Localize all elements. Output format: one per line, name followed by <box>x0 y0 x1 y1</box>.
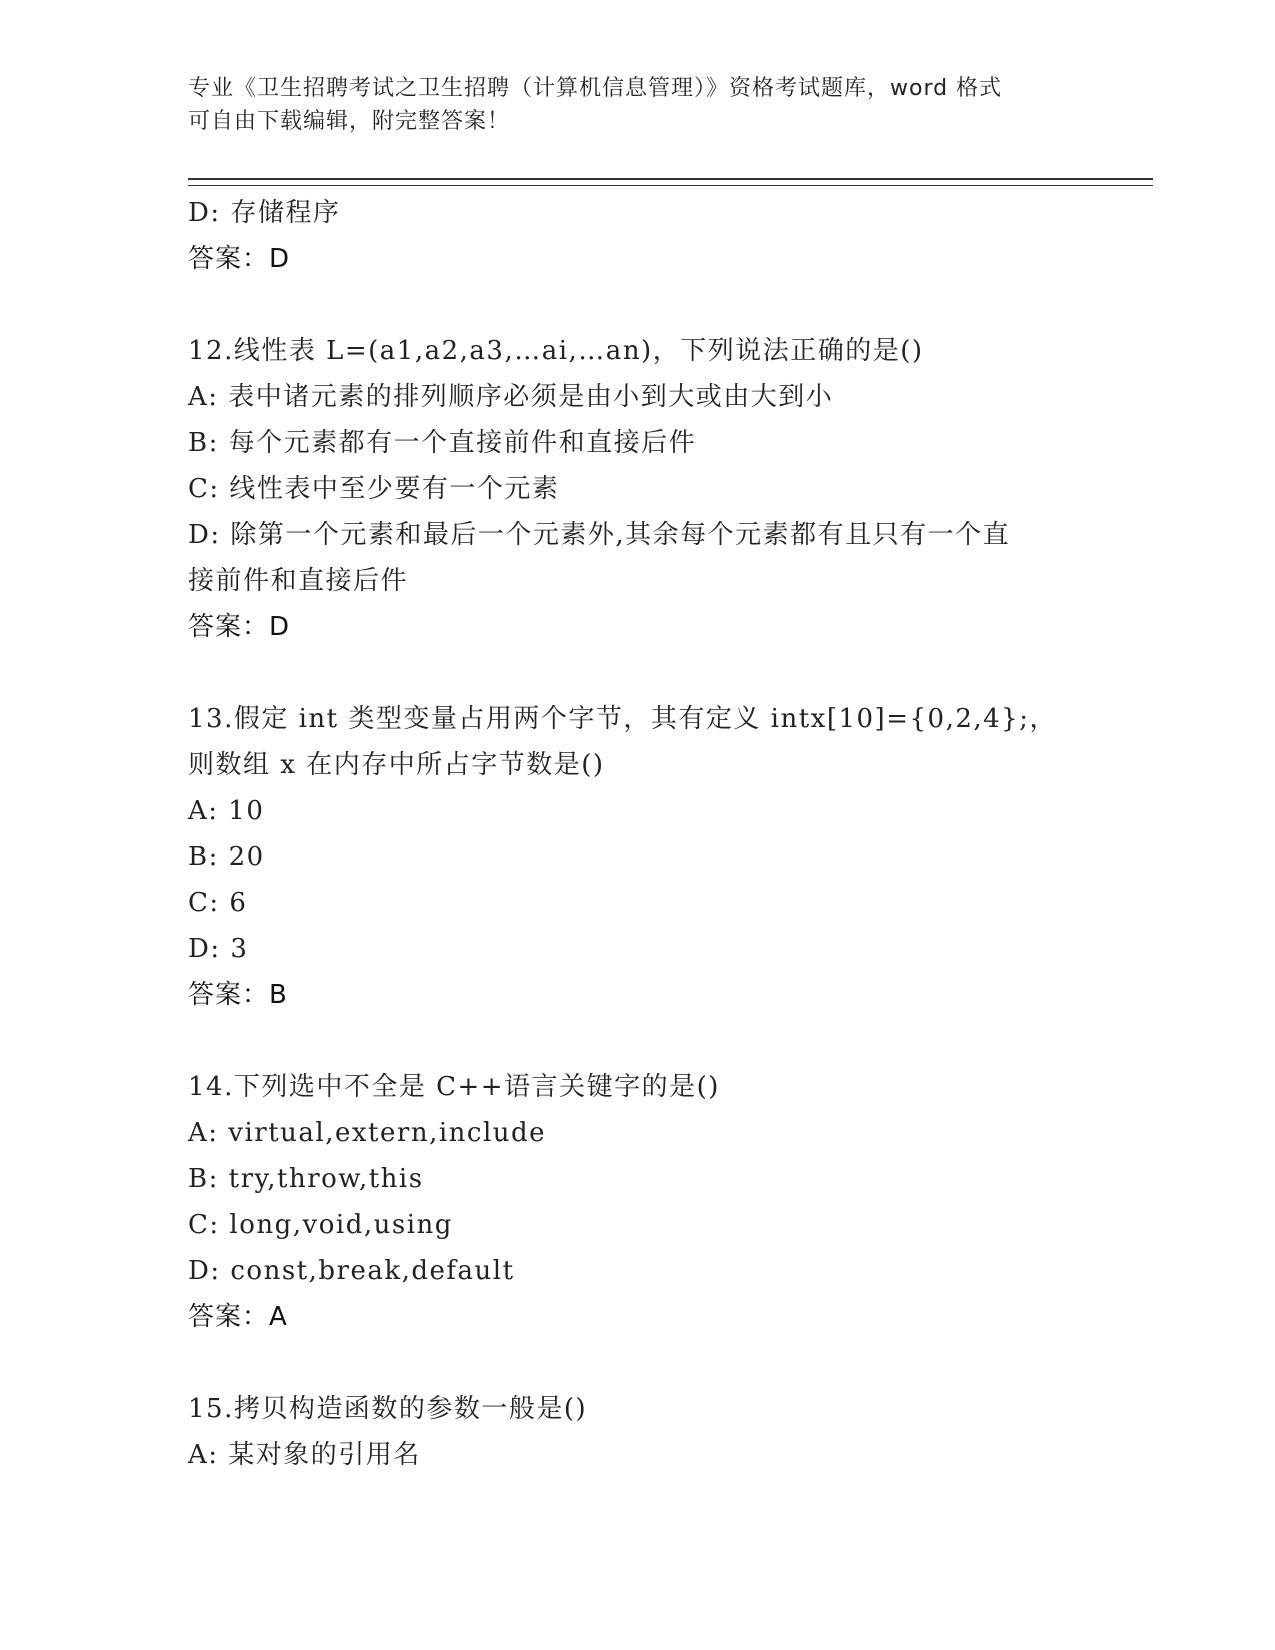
spacer <box>188 650 1088 696</box>
question-stem: 12.线性表 L=(a1,a2,a3,…ai,…an)，下列说法正确的是() <box>188 336 924 366</box>
spacer <box>188 282 1088 328</box>
question-stem: 15.拷贝构造函数的参数一般是() <box>188 1394 588 1424</box>
option-a: A: virtual,extern,include <box>188 1118 547 1148</box>
option-c: C: 6 <box>188 888 248 918</box>
option-c: C: 线性表中至少要有一个元素 <box>188 474 560 504</box>
option-b: B: try,throw,this <box>188 1164 424 1194</box>
option-d-line-2: 接前件和直接后件 <box>188 566 409 596</box>
question-list <box>188 190 1088 1478</box>
answer-label: 答案：A <box>188 1302 288 1332</box>
option-a: A: 10 <box>188 796 265 826</box>
answer-label: 答案：D <box>188 612 291 642</box>
option-d: D: const,break,default <box>188 1256 515 1286</box>
question-12 <box>188 328 1088 650</box>
spacer <box>188 1340 1088 1386</box>
question-stem-line-2: 则数组 x 在内存中所占字节数是() <box>188 750 605 780</box>
option-b: B: 每个元素都有一个直接前件和直接后件 <box>188 428 697 458</box>
question-11-tail <box>188 190 1088 282</box>
option-a: A: 表中诸元素的排列顺序必须是由小到大或由大到小 <box>188 382 834 412</box>
header-divider <box>188 178 1153 186</box>
option-d: D: 3 <box>188 934 249 964</box>
spacer <box>188 1018 1088 1064</box>
question-13 <box>188 696 1088 1018</box>
question-stem: 14.下列选中不全是 C++语言关键字的是() <box>188 1072 720 1102</box>
option-a: A: 某对象的引用名 <box>188 1440 421 1470</box>
answer-label: 答案：B <box>188 980 288 1010</box>
question-14 <box>188 1064 1088 1340</box>
option-d: D: 存储程序 <box>188 198 341 228</box>
option-b: B: 20 <box>188 842 265 872</box>
document-header <box>188 72 1068 138</box>
question-15 <box>188 1386 1088 1478</box>
question-stem-line-1: 13.假定 int 类型变量占用两个字节，其有定义 intx[10]={0,2,4};， <box>188 704 1057 734</box>
option-c: C: long,void,using <box>188 1210 453 1240</box>
header-line-2: 可自由下载编辑，附完整答案！ <box>188 109 511 134</box>
answer-label: 答案：D <box>188 244 291 274</box>
option-d-line-1: D: 除第一个元素和最后一个元素外,其余每个元素都有且只有一个直 <box>188 520 1011 550</box>
header-line-1: 专业《卫生招聘考试之卫生招聘（计算机信息管理）》资格考试题库，word 格式 <box>188 76 1003 101</box>
